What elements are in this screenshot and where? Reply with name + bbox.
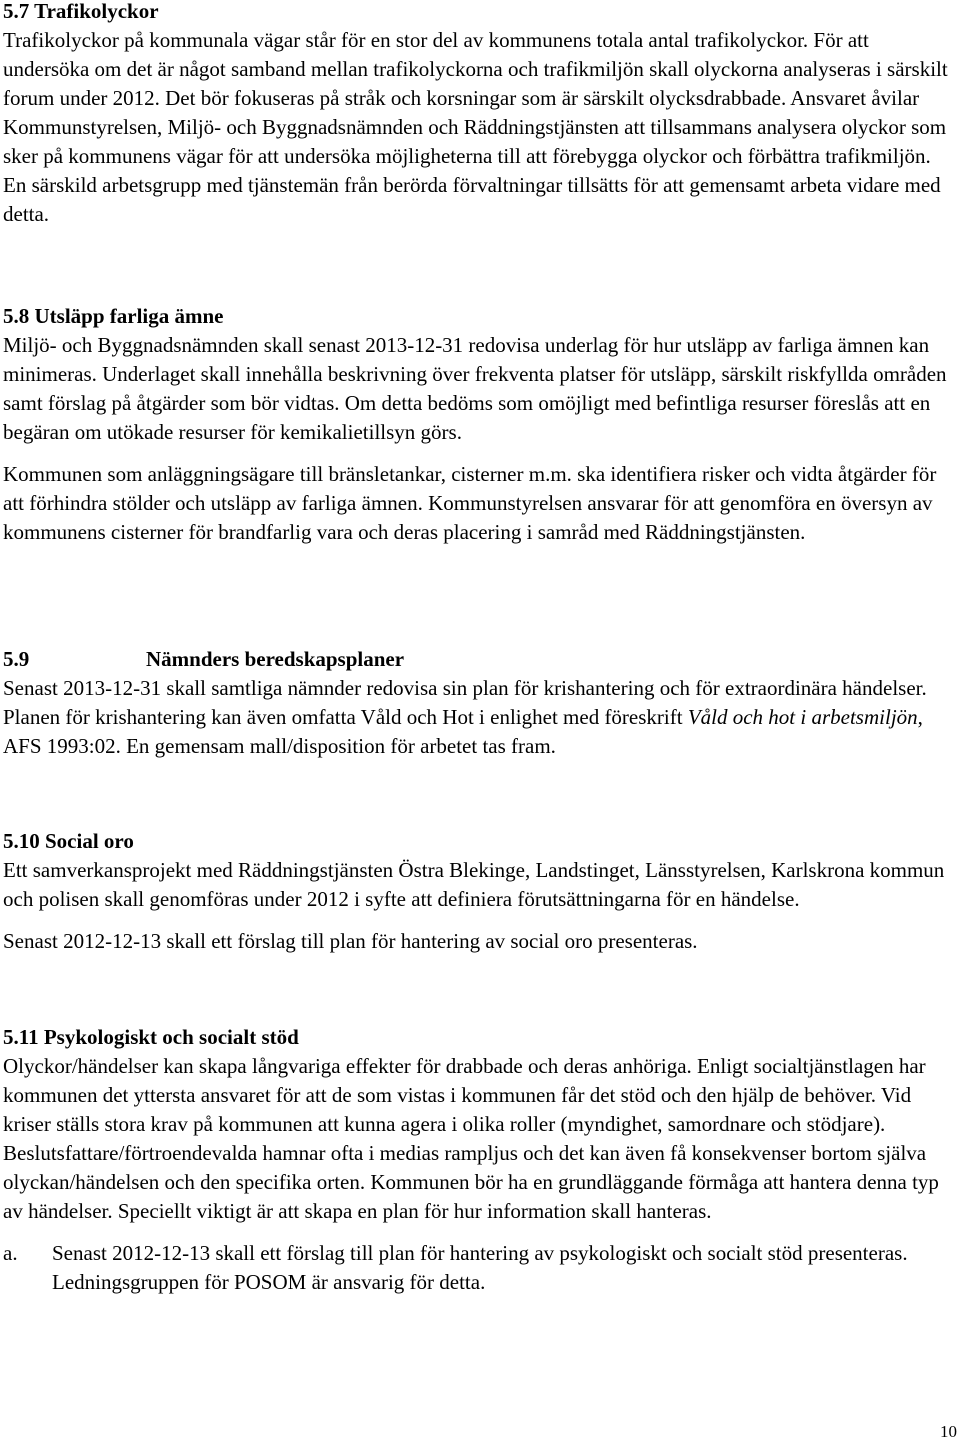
- paragraph-text: Senast 2013-12-31 skall samtliga nämnder redovisa sin plan för krishantering och för extraordinära händelser. Planen för krishantering kan även omfatta Våld och Hot i enlighet med föreskrift: [3, 676, 927, 729]
- page-number: 10: [940, 1422, 957, 1441]
- section-5-8: [3, 302, 955, 547]
- list-item: [3, 1239, 955, 1297]
- section-5-10: [3, 827, 955, 956]
- list-item-text: Senast 2012-12-13 skall ett förslag till plan för hantering av psykologiskt och socialt stöd presenteras. Ledningsgruppen för POSOM är ansvarig för detta.: [52, 1241, 908, 1294]
- regulation-title: Våld och hot i arbetsmiljön: [687, 705, 918, 729]
- section-number: 5.10: [3, 829, 40, 853]
- paragraph: [3, 674, 955, 761]
- section-heading: [3, 827, 955, 856]
- section-title: Social oro: [45, 829, 134, 853]
- paragraph: Trafikolyckor på kommunala vägar står för en stor del av kommunens totala antal trafikolyckor. För att undersöka om det är något samband mellan trafikolyckorna och trafikmiljön skall olyckorna analyseras i särskilt forum under 2012. Det bör fokuseras på stråk och korsningar som är särskilt olycksdrabbade. Ansvaret åvilar Kommunstyrelsen, Miljö- och Byggnadsnämnden och Räddningstjänsten att tillsammans analysera olyckor som sker på kommunens vägar för att undersöka möjligheterna till att förebygga olyckor och förbättra trafikmiljön. En särskild arbetsgrupp med tjänstemän från berörda förvaltningar tillsätts för att gemensamt arbeta vidare med detta.: [3, 28, 948, 226]
- paragraph: Senast 2012-12-13 skall ett förslag till plan för hantering av social oro presenteras.: [3, 929, 698, 953]
- section-number: 5.9: [3, 647, 30, 671]
- section-number: 5.11: [3, 1025, 39, 1049]
- paragraph-text: , AFS 1993:02. En gemensam mall/disposition för arbetet tas fram.: [3, 705, 923, 758]
- section-heading: [3, 1023, 955, 1052]
- paragraph: Kommunen som anläggningsägare till bränsletankar, cisterner m.m. ska identifiera risker och vidta åtgärder för att förhindra stölder och utsläpp av farliga ämnen. Kommunstyrelsen ansvarar för att genomföra en översyn av kommunens cisterner för brandfarlig vara och deras placering i samråd med Räddningstjänsten.: [3, 462, 937, 544]
- section-heading: [3, 645, 955, 674]
- section-number: 5.7: [3, 0, 30, 23]
- section-title: Psykologiskt och socialt stöd: [43, 1025, 299, 1049]
- section-title: Utsläpp farliga ämne: [34, 304, 224, 328]
- section-5-9: [3, 645, 955, 761]
- section-5-11: [3, 1023, 955, 1297]
- section-number: 5.8: [3, 304, 30, 328]
- section-title: Trafikolyckor: [34, 0, 159, 23]
- paragraph: Miljö- och Byggnadsnämnden skall senast 2013-12-31 redovisa underlag för hur utsläpp av farliga ämnen kan minimeras. Underlaget skall innehålla beskrivning över frekventa platser för utsläpp, särskilt riskfyllda områden samt förslag på åtgärder som bör vidtas. Om detta bedöms som omöjligt med befintliga resurser föreslås att en begäran om utökade resurser för kemikalietillsyn görs.: [3, 333, 947, 444]
- paragraph: Olyckor/händelser kan skapa långvariga effekter för drabbade och deras anhöriga. Enligt socialtjänstlagen har kommunen det yttersta ansvaret för att de som vistas i kommunen får det stöd och den hjälp de behöver. Vid kriser ställs stora krav på kommunen att kunna agera i olika roller (myndighet, samordnare och stödjare). Beslutsfattare/förtroendevalda hamnar ofta i medias rampljus och det kan även få konsekvenser bortom själva olyckan/händelsen och den specifika orten. Kommunen bör ha en grundläggande förmåga att hantera denna typ av händelser. Speciellt viktigt är att skapa en plan för hur information skall hanteras.: [3, 1054, 939, 1223]
- list-marker: a.: [3, 1241, 18, 1265]
- section-heading: [3, 302, 955, 331]
- paragraph: Ett samverkansprojekt med Räddningstjänsten Östra Blekinge, Landstinget, Länsstyrelsen, Karlskrona kommun och polisen skall genomföras under 2012 i syfte att definiera förutsättningarna för en händelse.: [3, 858, 945, 911]
- section-5-7: [3, 0, 955, 229]
- section-title: Nämnders beredskapsplaner: [146, 647, 405, 671]
- section-heading: [3, 0, 955, 26]
